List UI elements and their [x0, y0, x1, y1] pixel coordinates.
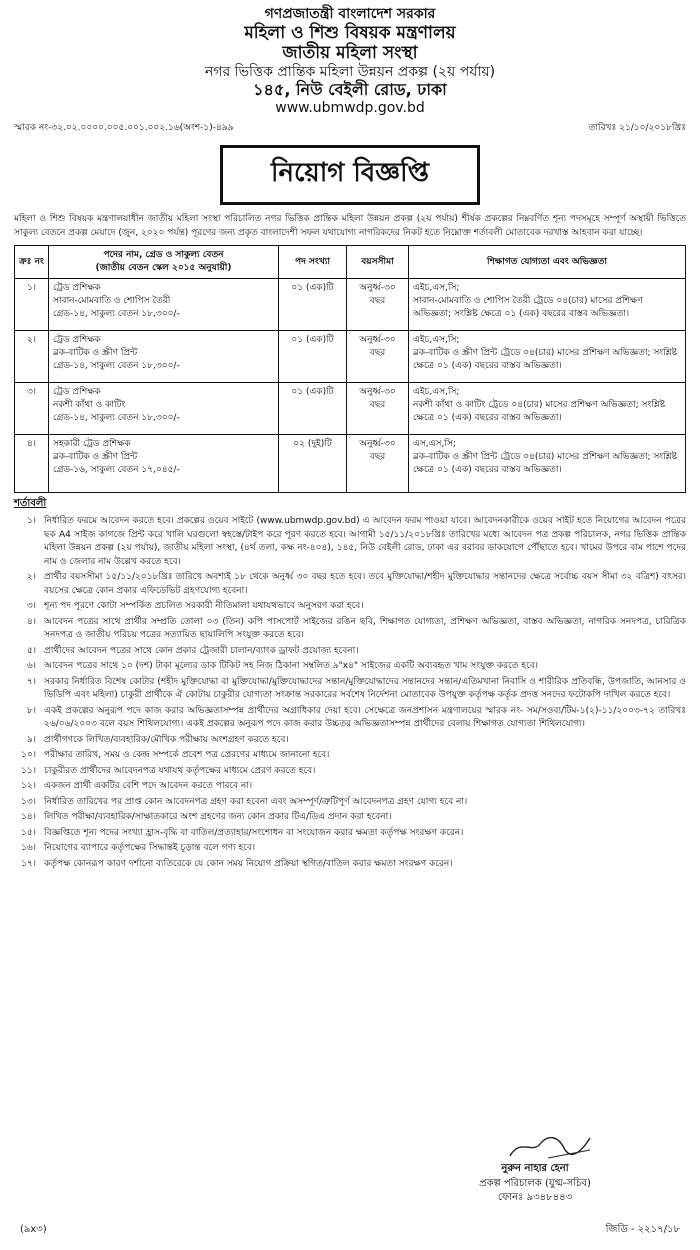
terms-list [14, 515, 686, 871]
term-item [14, 571, 686, 598]
term-item [14, 660, 686, 674]
ad-size: (৯x৩) [20, 1224, 47, 1235]
row-qualification [409, 279, 686, 331]
term-text: প্রার্থীদের আবেদন পত্রের সাথে কোন প্রকার ট্রেজারী চালান/ব্যাংক ড্রাফট প্রযোজ্য হবেনা। [44, 645, 359, 656]
row-post [49, 435, 279, 493]
row-post [49, 383, 279, 435]
age-limit: অনুর্ধ্ব-৩০ [359, 335, 396, 346]
term-number: ১৭। [21, 858, 36, 869]
posts-table [14, 245, 686, 493]
term-item [14, 842, 686, 856]
term-text: একই প্রকল্পের অনুরূপ পদে কাজ করার অভিজ্ঞতাসম্পন্ন প্রার্থীদের অগ্রাধিকার দেয়া হবে। সেক্ষেত্রে জনপ্রশাসন মন্ত্রণালয়ের স্মারক নং- সম/সওব্য/টিম-১(২)-১১/২০০৩-৭২ তারিখঃ ২৬/০৬/২০০৩ বলে বয়স শিথিলযোগ্য। একই প্রকল্পের অনুরূপ পদে কাজ করার উচ্চতর অভিজ্ঞতাসম্পন্ন প্রার্থীদের বেলায় শিক্ষাগত যোগ্যতা শিথিলযোগ্য। [44, 705, 686, 730]
header-qualification: শিক্ষাগত যোগ্যতা এবং অভিজ্ঞতা [409, 246, 686, 279]
term-text: লিখিত পরীক্ষা/ব্যবহারিক/সাক্ষাতকারে অংশ গ্রহণের জন্য কোন প্রকার টিএ/ডিএ প্রদান করা হবেনা। [44, 812, 392, 823]
term-number: ৩। [26, 601, 36, 612]
post-grade: গ্রেড-১৪, সাকুল্য বেতন ১৮,৩০০/- [53, 413, 180, 424]
term-number: ১০। [21, 750, 36, 761]
row-post [49, 331, 279, 383]
row-count: ০১ (এক)টি [279, 383, 347, 435]
term-number: ১৩। [21, 796, 36, 807]
row-sl: ২। [15, 331, 49, 383]
age-limit: অনুর্ধ্ব-৩০ [359, 283, 396, 294]
signature-scribble [440, 1132, 630, 1162]
row-qualification [409, 331, 686, 383]
term-item [14, 616, 686, 643]
term-item [14, 645, 686, 659]
term-text: নির্ধারিত ফরমে আবেদন করতে হবে। প্রকল্পের ওয়েব সাইটে (www.ubmwdp.gov.bd) এ আবেদন ফরম পাওয়া যাবে। আবেদনকারীকে ওয়েব সাইট হতে নিয়োগের আবেদন পত্রের ছক A4 সাইজ কাগজে প্রিন্ট করে খালি ঘরগুলো স্বহস্তে/টাইপ করে পূরণ করতে হবে। আগামী ১৫/১১/২০১৮খ্রিঃ তারিখের মধ্যে আবেদন পত্র প্রকল্প পরিচালক, নগর ভিত্তিক প্রান্তিক মহিলা উন্নয়ন প্রকল্প (২য় পর্যায়), জাতীয় মহিলা সংস্থা, (৪র্থ তলা, কক্ষ নং-৪০৪), ১৪৫, নিউ বেইলী রোড, ঢাকা এর বরাবর ডাকযোগে পৌঁছাতে হবে। খামের উপরে বাম পাশে পদের নাম ও জেলার নাম উল্লেখ করতে হবে। [44, 516, 686, 567]
term-number: ৫। [26, 645, 36, 656]
term-number: ৭। [26, 676, 36, 687]
term-number: ১৪। [21, 812, 36, 823]
term-number: ১। [26, 516, 36, 527]
term-number: ১৬। [21, 843, 36, 854]
terms-heading: শর্তাবলী [14, 498, 47, 510]
qual-experience: সাবান-মোমবাতি ও শোপিস তৈরী ট্রেডে ০৪(চার) মাসের প্রশিক্ষণ অভিজ্ঞতা; সংশ্লিষ্ট ক্ষেত্রে ০১ (এক) বছরের বাস্তব অভিজ্ঞতা। [413, 296, 643, 320]
ministry-name: মহিলা ও শিশু বিষয়ক মন্ত্রণালয় [244, 22, 456, 43]
table-row [15, 331, 686, 383]
term-text: পরীক্ষার তারিখ, সময় ও কেন্দ্র সম্পর্কে প্রবেশ পত্র প্রেরণের মাধ্যমে জানানো হবে। [44, 750, 330, 761]
post-grade: গ্রেড-১৪, সাকুল্য বেতন ১৮,৩০০/- [53, 361, 180, 372]
post-trade: ব্লক-বাটিক ও স্ক্রীণ প্রিন্ট [53, 452, 138, 463]
age-limit: অনুর্ধ্ব-৩০ [359, 387, 396, 398]
header-name-sub: (জাতীয় বেতন স্কেল ২০১৫ অনুযায়ী) [95, 263, 232, 274]
row-sl: ৪। [15, 435, 49, 493]
row-count: ০১ (এক)টি [279, 331, 347, 383]
post-title: সহকারী ট্রেড প্রশিক্ষক [53, 439, 131, 450]
term-text: কর্তৃপক্ষ কোনরূপ কারণ দর্শানো ব্যতিরেকে যে কোন সময় নিয়োগ প্রক্রিয়া স্থগিত/বাতিল করার ক্ষমতা সংরক্ষণ করেন। [44, 858, 453, 869]
header-count: পদ সংখ্যা [279, 246, 347, 279]
term-number: ১২। [21, 781, 36, 792]
term-text: বিজ্ঞপ্তিতে শূন্য পদের সংখ্যা হ্রাস-বৃদ্ধি বা বাতিল/প্রত্যাহার/সংশোধন বা সংযোজন করার ক্ষমতা কর্তৃপক্ষ সংরক্ষণ করেন। [44, 827, 464, 838]
term-number: ৯। [26, 734, 36, 745]
term-text: প্রার্থীর বয়সসীমা ১৫/১১/২০১৮খ্রিঃ তারিখে অবশ্যই ১৮ থেকে অনুর্ধ্ব ৩০ বছর হতে হবে। তবে মুক্তিযোদ্ধা/শহীদ মুক্তিযোদ্ধার সন্তানদের ক্ষেত্রে সর্বোচ্চ বয়স সীমা ৩২ বত্রিশ) বৎসর। বয়সের ক্ষেত্রে কোন প্রকার এফিডেভিট গ্রহণযোগ্য হবেনা। [44, 572, 686, 596]
row-age [347, 383, 409, 435]
memo-date: তারিখঃ ২১/১০/২০১৮খ্রিঃ [588, 123, 686, 134]
term-item [14, 515, 686, 569]
age-unit: বছর [369, 400, 386, 411]
table-header-row [15, 246, 686, 279]
term-item [14, 811, 686, 825]
term-item [14, 858, 686, 872]
memo-row [14, 120, 686, 135]
gd-number: জিডি - ২২১৭/১৮ [605, 1224, 680, 1235]
post-trade: নকশী কাঁথা ও কাটিং [53, 400, 126, 411]
row-age [347, 279, 409, 331]
term-number: ৪। [26, 616, 36, 627]
post-title: ট্রেড প্রশিক্ষক [53, 335, 101, 346]
table-row [15, 435, 686, 493]
header-name-label: পদের নাম, গ্রেড ও সাকুল্য বেতন [103, 250, 224, 261]
term-text: চাকুরীরত প্রার্থীদের আবেদনপত্র যথাযথ কর্তৃপক্ষের মাধ্যমে প্রেরণ করতে হবে। [44, 765, 316, 776]
address: ১৪৫, নিউ বেইলী রোড, ঢাকা [253, 80, 447, 100]
term-number: ৮। [26, 705, 36, 716]
memo-number: স্মারক নং-৩২.০২.০০০০.০০৫.০০১.০০২.১৬(অংশ-১)-৪৯৯ [14, 123, 234, 134]
term-item [14, 676, 686, 703]
term-item [14, 705, 686, 732]
row-count: ০২ (দুই)টি [279, 435, 347, 493]
term-item [14, 780, 686, 794]
term-number: ১৫। [21, 827, 36, 838]
row-age [347, 435, 409, 493]
term-text: নির্ধারিত তারিখের পর প্রাপ্ত কোন আবেদনপত্র গ্রহণ করা হবেনা এবং অসম্পূর্ণ/ত্রুটিপূর্ণ আবেদনপত্র গ্রহণ যোগ্য হবে না। [44, 796, 468, 807]
term-text: আবেদন পত্রের সাথে প্রার্থীর সম্প্রতি তোলা ০৩ (তিন) কপি পাসপোর্ট সাইজের রঙিন ছবি, শিক্ষাগত যোগ্যতা, প্রশিক্ষণ অভিজ্ঞতা, বাস্তব অভিজ্ঞতা, নাগরিক সনদপত্র, চারিত্রিক সনদপত্র ও জাতীয় পরিচয় পত্রের সত্যায়িত ছায়ালিপি সংযুক্ত করতে হবে। [44, 616, 686, 641]
row-qualification [409, 435, 686, 493]
row-sl: ৩। [15, 383, 49, 435]
term-item [14, 749, 686, 763]
header-name [49, 246, 279, 279]
term-item [14, 734, 686, 748]
row-count: ০১ (এক)টি [279, 279, 347, 331]
term-text: একজন প্রার্থী একটির বেশি পদে আবেদন করতে পারবে না। [44, 781, 253, 792]
intro-paragraph: মহিলা ও শিশু বিষয়ক মন্ত্রণালয়াধীন জাতীয় মহিলা সংস্থা পরিচালিত নগর ভিত্তিক প্রান্তিক মহিলা উন্নয়ন প্রকল্প (২য় পর্যায়) শীর্ষক প্রকল্পের নিম্নবর্ণিত শূন্য পদসমূহে সম্পূর্ণ অস্থায়ী ভিত্তিতে সাকুল্য বেতনে প্রকল্প মেয়াদে (জুন, ২০২০ পর্যন্ত) পূরণের জন্য প্রকৃত বাংলাদেশী সফল যথাযোগ্য নাগরিকদের নিকট হতে নিম্নোক্ত শর্তাবলী মোতাবেক দরখাস্ত আহবান করা যাচ্ছে। [14, 214, 686, 239]
qual-experience: ব্লক-বাটিক ও স্ক্রীণ প্রিন্ট ট্রেডে ০৪(চার) মাসের প্রশিক্ষণ অভিজ্ঞতা; সংশ্লিষ্ট ক্ষেত্রে ০১ (এক) বছরের বাস্তব অভিজ্ঞতা। [413, 452, 678, 476]
signature-block [440, 1132, 630, 1206]
term-number: ২। [26, 572, 36, 583]
header-age: বয়সসীমা [347, 246, 409, 279]
term-item [14, 765, 686, 779]
post-trade: সাবান-মোমবাতি ও শোপিস তৈরী [53, 296, 171, 307]
post-grade: গ্রেড-১৬, সাকুল্য বেতন ১৭,০৪৫/- [53, 465, 180, 476]
header [14, 6, 686, 116]
age-unit: বছর [369, 452, 386, 463]
website: www.ubmwdp.gov.bd [275, 99, 425, 116]
row-age [347, 331, 409, 383]
term-item [14, 796, 686, 810]
notice-title: নিয়োগ বিজ্ঞপ্তি [220, 145, 480, 205]
qual-experience: ব্লক-বাটিক ও স্ক্রীণ প্রিন্ট ট্রেডে ০৪(চার) মাসের প্রশিক্ষণ অভিজ্ঞতা; সংশ্লিষ্ট ক্ষেত্রে ০১ (এক) বছরের বাস্তব অভিজ্ঞতা। [413, 348, 678, 372]
term-text: আবেদন পত্রের সাথে ১০ (দশ) টাকা মূল্যের ডাক টিকিট সহ নিজ ঠিকানা সম্বলিত ৯"x৪" সাইজের একটি অব্যবহৃত খাম সংযুক্ত করতে হবে। [44, 661, 538, 672]
term-text: প্রার্থীগণকে লিখিত/ব্যবহারিক/মৌখিক পরীক্ষায় অংশগ্রহণ করতে হবে। [44, 734, 289, 745]
qual-education: এইচ,এস,সি; [413, 335, 460, 346]
footer [20, 1222, 680, 1239]
govt-name: গণপ্রজাতন্ত্রী বাংলাদেশ সরকার [264, 6, 436, 22]
header-sl: ক্রঃ নং [15, 246, 49, 279]
term-text: নিয়োগের ব্যাপারে কর্তৃপক্ষের সিদ্ধান্তই চূড়ান্ত বলে গণ্য হবে। [44, 843, 256, 854]
age-unit: বছর [369, 348, 386, 359]
qual-education: এইচ,এস,সি; [413, 283, 460, 294]
post-title: ট্রেড প্রশিক্ষক [53, 283, 101, 294]
qual-education: এইচ,এস,সি; [413, 387, 460, 398]
signatory-phone: ফোনঃ ৯৩৪৮৪৪৩ [497, 1192, 573, 1203]
post-trade: ব্লক-বাটিক ও স্ক্রীণ প্রিন্ট [53, 348, 138, 359]
project-name: নগর ভিত্তিক প্রান্তিক মহিলা উন্নয়ন প্রকল্প (২য় পর্যায়) [204, 63, 496, 80]
term-item [14, 600, 686, 614]
term-item [14, 827, 686, 841]
qual-experience: নকশী কাঁথা ও কাটিং ট্রেডে ০৪(চার) মাসের প্রশিক্ষণ অভিজ্ঞতা; সংশ্লিষ্ট ক্ষেত্রে ০১ (এক) বছরের বাস্তব অভিজ্ঞতা। [413, 400, 666, 424]
age-limit: অনুর্ধ্ব-৩০ [359, 439, 396, 450]
post-title: ট্রেড প্রশিক্ষক [53, 387, 101, 398]
organization-name: জাতীয় মহিলা সংস্থা [282, 43, 418, 64]
term-text: শূন্য পদ পূরণে কোটা সম্পর্কিত প্রচলিত সরকারী নীতিমালা যথাযথভাবে অনুসরণ করা হবে। [44, 601, 364, 612]
term-number: ১১। [21, 765, 36, 776]
qual-education: এস,এস,সি; [413, 439, 456, 450]
row-qualification [409, 383, 686, 435]
signatory-designation: প্রকল্প পরিচালক (যুগ্ম-সচিব) [479, 1177, 591, 1189]
post-grade: গ্রেড-১৪, সাকুল্য বেতন ১৮,৩০০/- [53, 309, 180, 320]
term-number: ৬। [26, 661, 36, 672]
table-row [15, 383, 686, 435]
age-unit: বছর [369, 296, 386, 307]
table-row [15, 279, 686, 331]
term-text: সরকার নির্ধারিত বিশেষ কোটার (শহীদ মুক্তিযোদ্ধা বা মুক্তিযোদ্ধা/মুক্তিযোদ্ধাদের সন্তান/মুক্তিযোদ্ধাদের সন্তানদের সন্তান/এতিমখানা নিবাসি ও শারীরিক প্রতিবন্ধি, উপজাতি, আনসার ও ভিডিপি এবং মহিলা) চাকুরী প্রার্থীকে ঐ কোটায় চাকুরীর যোগ্যতা সংক্রান্ত সরকারের সর্বশেষ নির্দেশনা মোতাবেক উপযুক্ত কর্তৃপক্ষ কর্তৃক প্রদত্ত সনদের ফটোকপি দাখিল করতে হবে। [44, 676, 686, 701]
row-post [49, 279, 279, 331]
signatory-name: নুরুন নাহার হেনা [501, 1163, 569, 1174]
row-sl: ১। [15, 279, 49, 331]
